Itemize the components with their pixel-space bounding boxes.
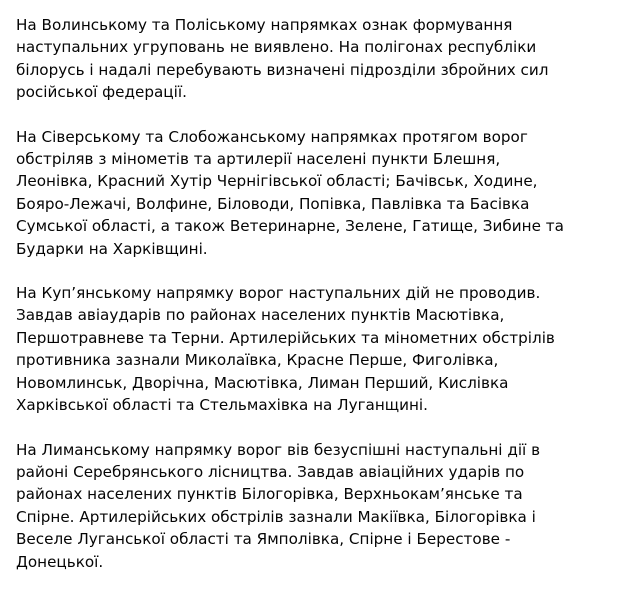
post-text-body <box>16 14 616 595</box>
paragraph-kupiansk: На Куп’янському напрямку ворог наступальних дій не проводив. Завдав авіаударів по районах населених пунктів Масютівка, Першотравневе та Терни. Артилерійських та мінометних обстрілів противника зазнали Миколаївка, Красне Перше, Фиголівка, Новомлинськ, Дворічна, Масютівка, Лиман Перший, Кислівка Харківської області та Стельмахівка на Луганщині. <box>16 284 555 415</box>
paragraph-lyman: На Лиманському напрямку ворог вів безуспішні наступальні дії в районі Серебрянського лісництва. Завдав авіаційних ударів по районах населених пунктів Білогорівка, Верхньокам’янське та Спірне. Артилерійських обстрілів зазнали Макіївка, Білогорівка і Веселе Луганської області та Ямполівка, Спірне і Берестове - Донецької. <box>16 440 541 571</box>
paragraph-siversk-slobozhansk: На Сіверському та Слобожанському напрямках протягом ворог обстріляв з мінометів та артилерії населені пункти Блешня, Леонівка, Красний Хутір Чернігівської області; Бачівськ, Ходине, Бояро-Лежачі, Волфине, Біловоди, Попівка, Павлівка та Басівка Сумської області, а також Ветеринарне, Зелене, Гатище, Зибине та Бударки на Харківщині. <box>16 127 564 258</box>
paragraph-volyn-polissia: На Волинському та Поліському напрямках ознак формування наступальних угруповань не виявлено. На полігонах республіки білорусь і надалі перебувають визначені підрозділи збройних сил російської федерації. <box>16 16 549 102</box>
top-edge <box>0 0 629 2</box>
